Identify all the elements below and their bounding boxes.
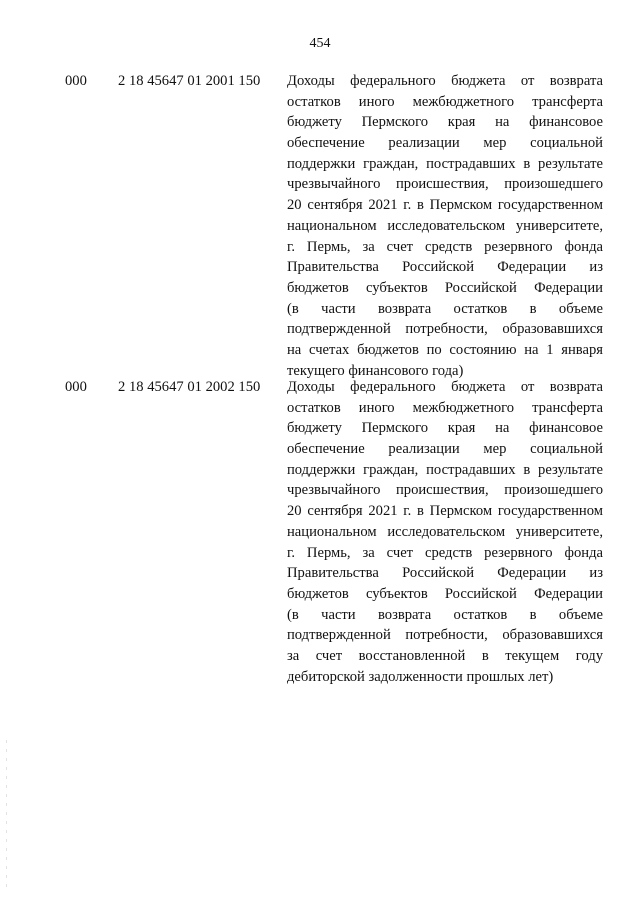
administrator-code: 000 — [65, 379, 87, 395]
description-line: г. Пермь, за счет средств резервного фонда — [287, 238, 603, 255]
description-line: национальном исследовательском университете, — [287, 217, 603, 234]
description-line: чрезвычайного происшествия, произошедшего — [287, 482, 603, 499]
description-line: бюджету Пермского края на финансовое — [287, 114, 603, 131]
description-line: за счет восстановленной в текущем году — [287, 647, 603, 664]
scan-edge-artifact — [6, 740, 7, 890]
description-line: Правительства Российской Федерации из — [287, 259, 603, 276]
description-line: г. Пермь, за счет средств резервного фонда — [287, 544, 603, 561]
classification-table — [0, 71, 640, 683]
description-line: дебиторской задолженности прошлых лет) — [287, 668, 554, 685]
description-line: обеспечение реализации мер социальной — [287, 441, 603, 458]
table-row — [0, 71, 640, 377]
description-line: на счетах бюджетов по состоянию на 1 января — [287, 341, 603, 358]
description-line: чрезвычайного происшествия, произошедшего — [287, 176, 603, 193]
description-line: бюджету Пермского края на финансовое — [287, 420, 603, 437]
description-line: (в части возврата остатков в объеме — [287, 300, 603, 317]
description-line: поддержки граждан, пострадавших в результате — [287, 461, 603, 478]
description-line: Доходы федерального бюджета от возврата — [287, 73, 603, 89]
description-line: Правительства Российской Федерации из — [287, 565, 603, 582]
description-line: подтвержденной потребности, образовавшихся — [287, 627, 603, 644]
revenue-description — [287, 71, 603, 381]
description-line: Доходы федерального бюджета от возврата — [287, 379, 603, 395]
description-line: бюджетов субъектов Российской Федерации — [287, 279, 603, 296]
description-line: 20 сентября 2021 г. в Пермском государственном — [287, 503, 603, 520]
description-line: национальном исследовательском университете, — [287, 523, 603, 540]
description-line: подтвержденной потребности, образовавшихся — [287, 321, 603, 338]
revenue-classification-code: 2 18 45647 01 2002 150 — [118, 379, 261, 395]
description-line: (в части возврата остатков в объеме — [287, 606, 603, 623]
revenue-description — [287, 377, 603, 687]
description-line: обеспечение реализации мер социальной — [287, 135, 603, 152]
table-row — [0, 377, 640, 683]
description-line: бюджетов субъектов Российской Федерации — [287, 585, 603, 602]
description-line: остатков иного межбюджетного трансферта — [287, 93, 603, 110]
description-line: текущего финансового года) — [287, 362, 464, 379]
description-line: 20 сентября 2021 г. в Пермском государственном — [287, 197, 603, 214]
description-line: остатков иного межбюджетного трансферта — [287, 399, 603, 416]
administrator-code: 000 — [65, 73, 87, 89]
revenue-classification-code: 2 18 45647 01 2001 150 — [118, 73, 261, 89]
page-number: 454 — [309, 36, 331, 51]
description-line: поддержки граждан, пострадавших в результате — [287, 155, 603, 172]
